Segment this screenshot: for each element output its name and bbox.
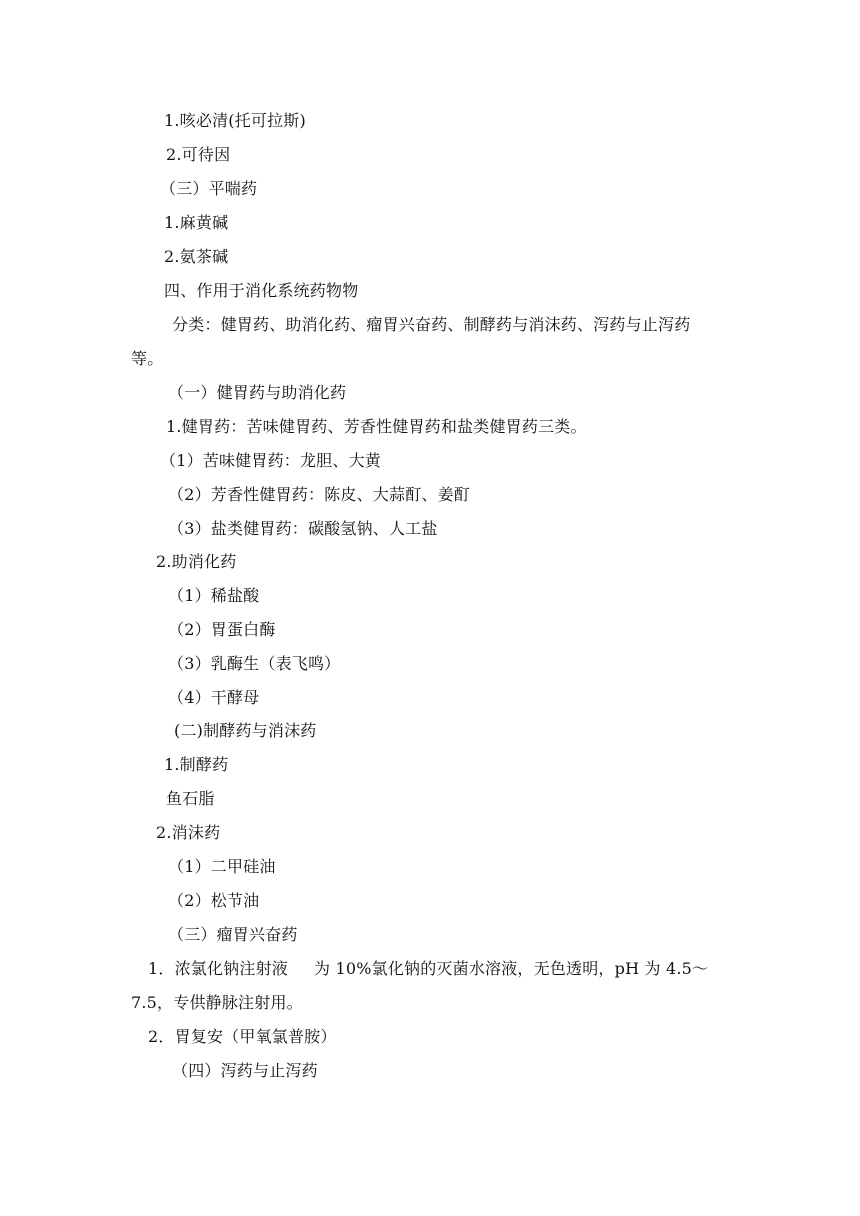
- section-heading: (二)制酵药与消沫药: [174, 721, 317, 740]
- list-item: 1.健胃药：苦味健胃药、芳香性健胃药和盐类健胃药三类。: [166, 417, 587, 436]
- drug-name: 1．浓氯化钠注射液: [148, 959, 288, 978]
- list-item: 2.助消化药: [156, 552, 237, 571]
- list-item: （3）盐类健胃药：碳酸氢钠、人工盐: [168, 519, 438, 538]
- list-item: （2）胃蛋白酶: [168, 620, 276, 639]
- list-item: 2.可待因: [166, 145, 231, 164]
- list-item: 1.麻黄碱: [164, 213, 229, 232]
- paragraph-line: 7.5，专供静脉注射用。: [131, 993, 303, 1012]
- list-item: （2）松节油: [168, 891, 260, 910]
- drug-description: 为 10%氯化钠的灭菌水溶液，无色透明，pH 为 4.5～: [313, 959, 709, 978]
- list-item: 1.咳必清(托可拉斯): [164, 111, 306, 130]
- list-item: （2）芳香性健胃药：陈皮、大蒜酊、姜酊: [168, 485, 470, 504]
- list-item: （1）苦味健胃药：龙胆、大黄: [160, 451, 381, 470]
- paragraph-line: [148, 959, 708, 979]
- chapter-heading: 四、作用于消化系统药物物: [164, 281, 359, 300]
- paragraph-line: 分类：健胃药、助消化药、瘤胃兴奋药、制酵药与消沫药、泻药与止泻药: [172, 315, 691, 334]
- section-heading: （四）泻药与止泻药: [172, 1061, 318, 1080]
- list-item: 2.消沫药: [156, 823, 221, 842]
- list-item: 1.制酵药: [164, 755, 229, 774]
- list-item: （1）稀盐酸: [168, 586, 260, 605]
- paragraph-line: 等。: [131, 349, 164, 368]
- section-heading: （一）健胃药与助消化药: [168, 383, 347, 402]
- list-item: 鱼石脂: [166, 789, 215, 808]
- section-heading: （三）瘤胃兴奋药: [168, 925, 298, 944]
- list-item: 2．胃复安（甲氧氯普胺）: [148, 1027, 337, 1046]
- list-item: 2.氨茶碱: [164, 247, 229, 266]
- list-item: （1）二甲硅油: [168, 857, 276, 876]
- section-heading: （三）平喘药: [160, 179, 258, 198]
- list-item: （3）乳酶生（表飞鸣）: [168, 654, 341, 673]
- list-item: （4）干酵母: [168, 688, 260, 707]
